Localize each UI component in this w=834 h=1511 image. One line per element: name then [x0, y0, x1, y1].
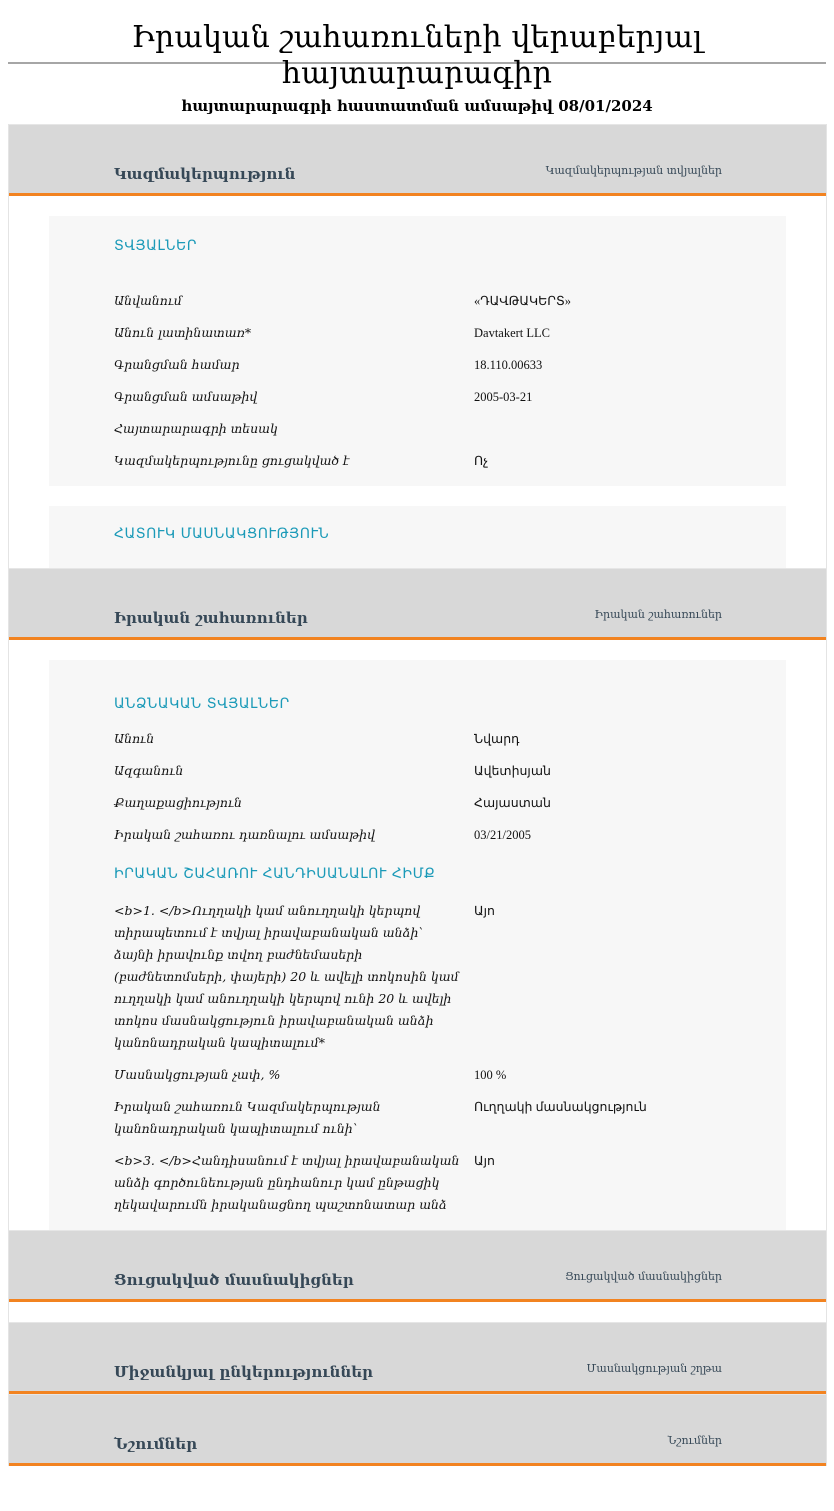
field-value: 03/21/2005: [474, 828, 531, 842]
field-value: Davtakert LLC: [474, 326, 551, 340]
field-row-listed: [114, 450, 721, 482]
beneficial-owner-card: [49, 660, 786, 1230]
field-row-registration-number: [114, 354, 721, 386]
section-subtitle: Կազմակերպության տվյալներ: [545, 164, 722, 177]
field-label: Իրական շահառու դառնալու ամսաթիվ: [114, 827, 375, 842]
section-header-organization: [9, 124, 826, 196]
field-label: Գրանցման ամսաթիվ: [114, 389, 258, 404]
field-label: Ազգանուն: [114, 763, 184, 778]
field-row-participation-size: [114, 1064, 721, 1086]
field-row-basis-1: [114, 900, 721, 1054]
section-title: Ցուցակված մասնակիցներ: [114, 1271, 354, 1289]
confirmation-date: հայտարարագրի հաստատման ամսաթիվ 08/01/2024: [181, 97, 653, 115]
field-label: Հայտարարագրի տեսակ: [114, 421, 278, 436]
section-body-organization: [9, 196, 826, 568]
field-row-basis-3: [114, 1150, 721, 1216]
field-value: [474, 418, 721, 450]
field-value: Ավետիսյան: [474, 764, 551, 778]
field-value: 2005-03-21: [474, 390, 533, 404]
field-label: Անուն: [114, 731, 155, 746]
field-label: Իրական շահառուն Կազմակերպության կանոնադրական կապիտալում ունի՝: [114, 1099, 381, 1136]
section-header-listed-participants: [9, 1230, 826, 1302]
field-label: Անվանում: [114, 293, 182, 308]
field-row-participation-type: [114, 1096, 721, 1140]
field-value: Ոչ: [474, 454, 489, 468]
field-row-last-name: [114, 760, 721, 792]
field-label: Անուն լատինատառ*: [114, 325, 252, 340]
field-row-latin-name: [114, 322, 721, 354]
field-value: 18.110.00633: [474, 358, 543, 372]
section-subtitle: Ցուցակված մասնակիցներ: [565, 1270, 722, 1283]
field-label: <b>1. </b>Ուղղակի կամ անուղղակի կերպով տիրապետում է տվյալ իրավաբանական անձի՝ ձայնի իրավունք տվող բաժնեմասերի (բաժնետոմսերի, փայերի) 20 և ավելի տոկոսին կամ ուղղակի կամ անուղղակի կերպով ունի 20 և ավելի տոկոս մասնակցություն իրավաբանական անձի կանոնադրական կապիտալում*: [114, 903, 459, 1050]
field-row-first-name: [114, 728, 721, 760]
field-label: Մասնակցության չափ, %: [114, 1067, 281, 1082]
field-label: Կազմակերպությունը ցուցակված է: [114, 453, 350, 468]
declaration-body: [8, 124, 827, 1466]
field-value: Այո: [474, 1154, 495, 1168]
field-row-citizenship: [114, 792, 721, 824]
field-value: «ԴԱՎԹԱԿԵՐՏ»: [474, 294, 572, 308]
field-label: <b>3. </b>Հանդիսանում է տվյալ իրավաբանական անձի գործունեության ընդհանուր կամ ընթացիկ ղեկավարումն իրականացնող պաշտոնատար անձ: [114, 1153, 460, 1212]
section-subtitle: Մասնակցության շղթա: [586, 1362, 722, 1375]
field-row-registration-date: [114, 386, 721, 418]
field-value: Նվարդ: [474, 732, 520, 746]
field-label: Քաղաքացիություն: [114, 795, 242, 810]
section-header-intermediate-companies: [9, 1322, 826, 1394]
field-row-owner-since: [114, 824, 721, 856]
section-subtitle: Իրական շահառուներ: [594, 608, 722, 621]
section-title: Կազմակերպություն: [114, 165, 296, 183]
field-row-declaration-type: [114, 418, 721, 450]
section-title: Միջանկյալ ընկերություններ: [114, 1363, 374, 1381]
card-heading: ՀԱՏՈՒԿ ՄԱՍՆԱԿՑՈՒԹՅՈՒՆ: [114, 526, 330, 542]
field-value: 100 %: [474, 1068, 507, 1082]
card-heading: ԱՆՁՆԱԿԱՆ ՏՎՅԱԼՆԵՐ: [114, 696, 290, 712]
field-value: Ուղղակի մասնակցություն: [474, 1100, 647, 1114]
card-heading: ԻՐԱԿԱՆ ՇԱՀԱՌՈՒ ՀԱՆԴԻՍԱՆԱԼՈՒ ՀԻՄՔ: [114, 866, 436, 882]
card-heading: ՏՎՅԱԼՆԵՐ: [114, 238, 197, 254]
field-value: Այո: [474, 904, 495, 918]
section-body-listed-participants: [9, 1302, 826, 1322]
section-header-notes: [9, 1394, 826, 1466]
field-label: Գրանցման համար: [114, 357, 240, 372]
field-value: Հայաստան: [474, 796, 551, 810]
special-participation-card: [49, 506, 786, 568]
document-title: Իրական շահառուների վերաբերյալ հայտարարագիր: [131, 20, 703, 91]
section-body-beneficial-owners: [9, 640, 826, 1230]
organization-details-card: [49, 216, 786, 486]
section-header-beneficial-owners: [9, 568, 826, 640]
section-subtitle: Նշումներ: [667, 1434, 722, 1447]
section-title: Իրական շահառուներ: [114, 609, 308, 627]
field-row-name: [114, 290, 721, 322]
section-title: Նշումներ: [114, 1435, 198, 1453]
